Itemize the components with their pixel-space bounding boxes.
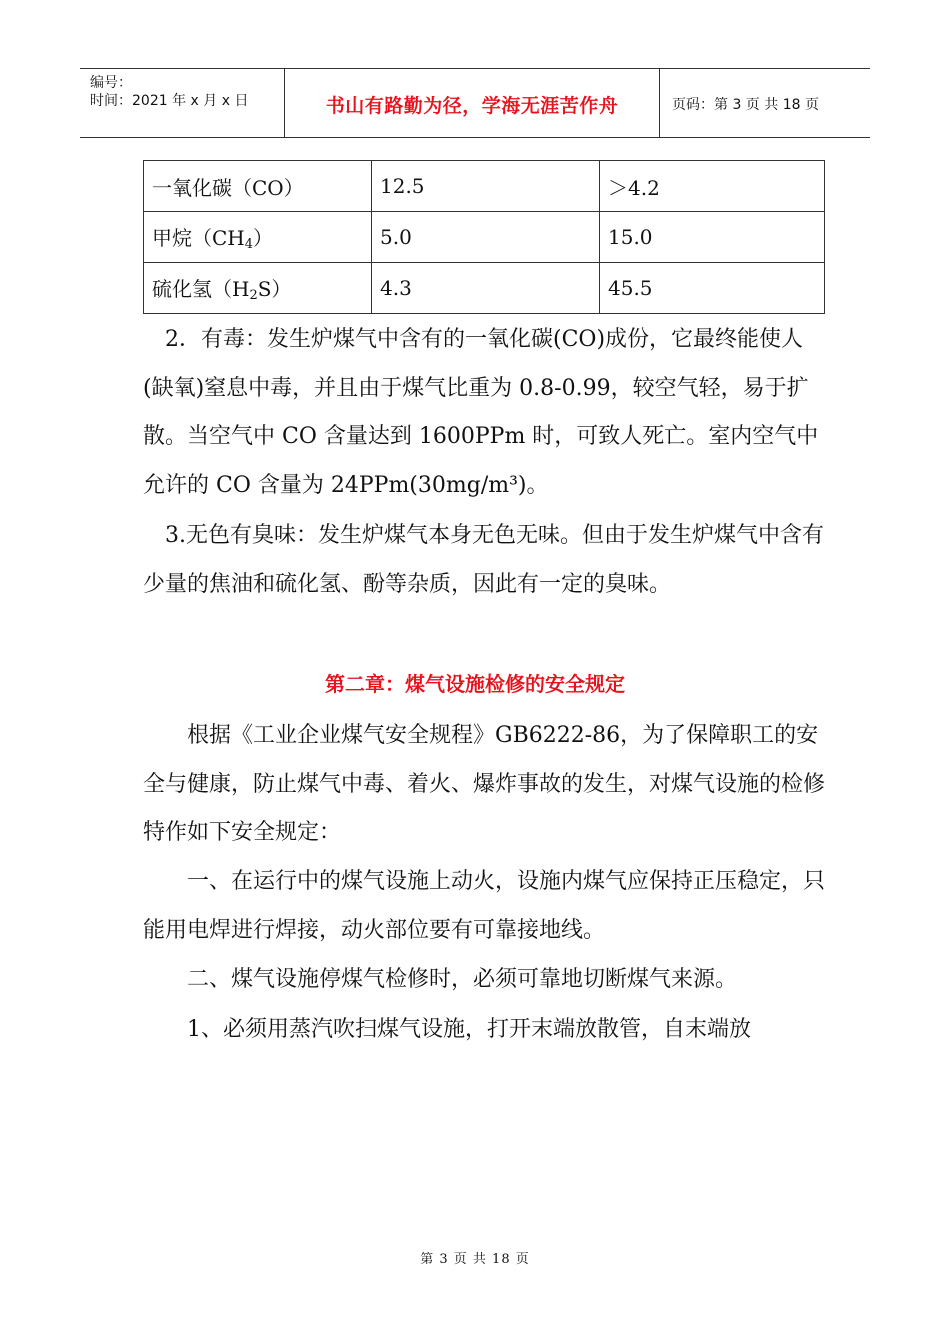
value-cell: 15.0: [600, 212, 825, 263]
gas-name-cell: 甲烷$(CH_4)$: [144, 212, 372, 263]
page-header: [80, 68, 870, 138]
header-page-cell: [660, 69, 870, 137]
header-info-cell: [80, 69, 285, 137]
value-cell: 4.3: [372, 263, 600, 314]
paragraph-toxicity: 2．有毒：发生炉煤气中含有的一氧化碳(CO)成份，它最终能使人(缺氧)窒息中毒，并且由于煤气比重为 0.8-0.99，较空气轻，易于扩散。当空气中 CO 含量达到 1600PPm 时，可致人死亡。室内空气中允许的 CO 含量为 24PPm(30mg/m³)。: [143, 327, 819, 498]
gas-name-cell: 硫化氢$(H_2S)$: [144, 263, 372, 314]
header-motto: 书山有路勤为径，学海无涯苦作舟: [325, 95, 619, 117]
gas-name-cell: 一氧化碳（CO）: [144, 161, 372, 212]
paragraph-rule-2: 二、煤气设施停煤气检修时，必须可靠地切断煤气来源。: [187, 967, 738, 992]
value-cell: ＞4.2: [600, 161, 825, 212]
paragraph-rule-1: 一、在运行中的煤气设施上动火，设施内煤气应保持正压稳定，只能用电焊进行焊接，动火部位要有可靠接地线。: [143, 869, 826, 943]
chapter-title: 第二章：煤气设施检修的安全规定: [325, 672, 625, 696]
header-motto-cell: [285, 69, 660, 137]
header-page-number: 页码：第 3 页 共 18 页: [672, 97, 819, 113]
document-date-label: 时间：2021 年 x 月 x 日: [90, 93, 249, 109]
document-code-label: 编号：: [90, 75, 132, 91]
paragraph-odor: 3.无色有臭味：发生炉煤气本身无色无味。但由于发生炉煤气中含有少量的焦油和硫化氢、酚等杂质，因此有一定的臭味。: [143, 523, 824, 597]
table-row: [144, 212, 825, 263]
table-row: [144, 161, 825, 212]
table-row: [144, 263, 825, 314]
gas-properties-table: [143, 160, 825, 314]
paragraph-rule-2-1: 1、必须用蒸汽吹扫煤气设施，打开末端放散管，自末端放: [187, 1017, 751, 1042]
value-cell: 12.5: [372, 161, 600, 212]
value-cell: 5.0: [372, 212, 600, 263]
paragraph-intro: 根据《工业企业煤气安全规程》GB6222-86，为了保障职工的安全与健康，防止煤气中毒、着火、爆炸事故的发生，对煤气设施的检修特作如下安全规定：: [143, 723, 826, 845]
value-cell: 45.5: [600, 263, 825, 314]
page-footer: 第 3 页 共 18 页: [420, 1252, 530, 1267]
